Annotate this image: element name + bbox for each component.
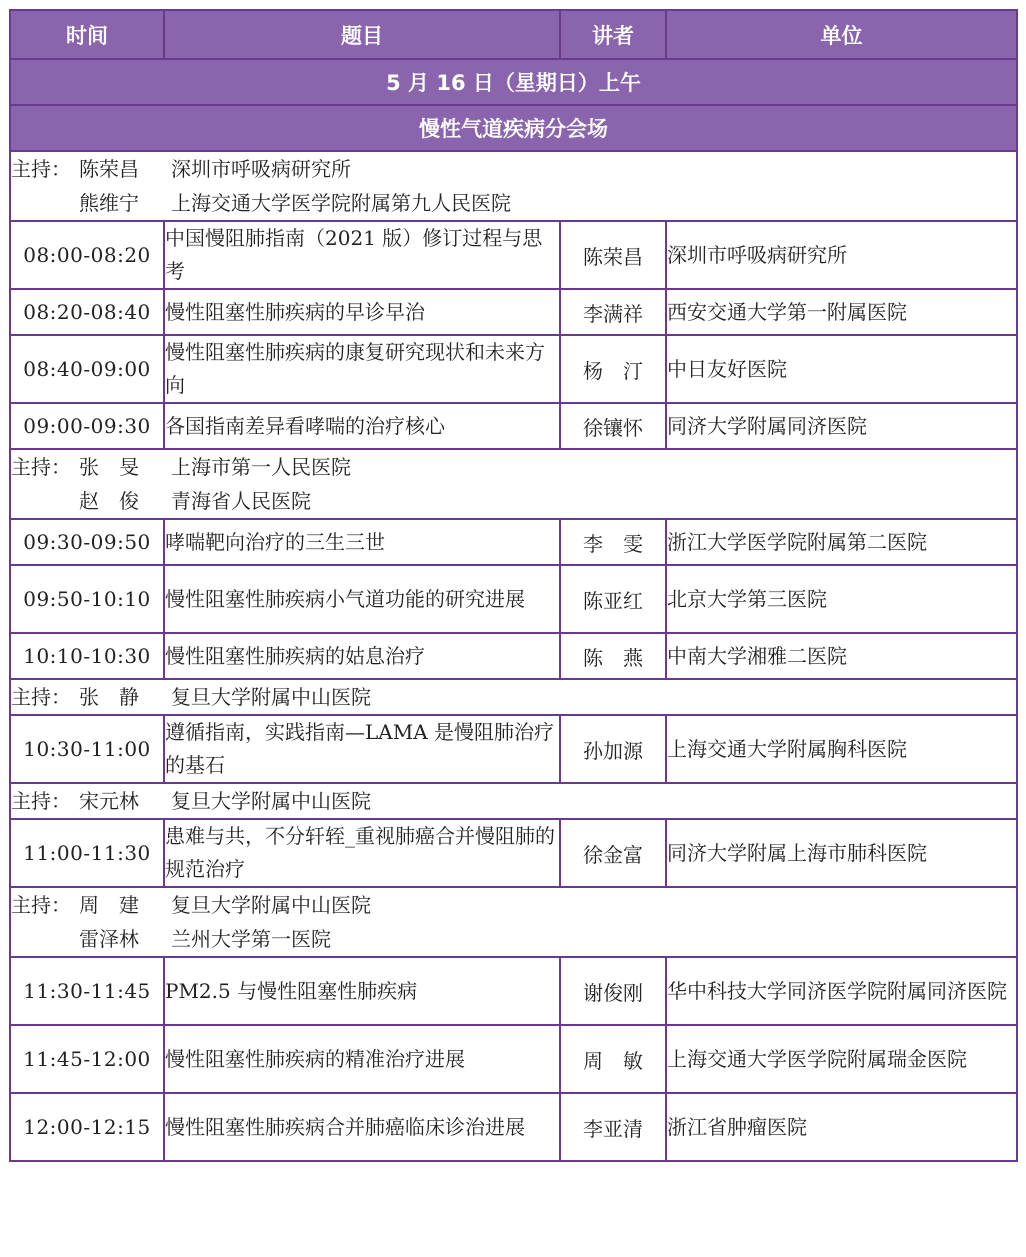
talk-row xyxy=(10,519,1017,565)
talk-topic: PM2.5 与慢性阻塞性肺疾病 xyxy=(164,957,560,1025)
talk-topic: 哮喘靶向治疗的三生三世 xyxy=(164,519,560,565)
header-row xyxy=(10,10,1017,59)
date-band-row xyxy=(10,59,1017,105)
host-unit: 复旦大学附属中山医院 xyxy=(171,685,371,709)
talk-time: 08:20-08:40 xyxy=(10,289,164,335)
host-unit: 青海省人民医院 xyxy=(171,489,311,513)
header-topic: 题目 xyxy=(164,10,560,59)
host-label: 主持： xyxy=(11,789,71,813)
host-name: 雷泽林 xyxy=(79,927,139,951)
host-unit: 上海交通大学医学院附属第九人民医院 xyxy=(171,191,511,215)
talk-time: 11:30-11:45 xyxy=(10,957,164,1025)
talk-row xyxy=(10,633,1017,679)
header-time: 时间 xyxy=(10,10,164,59)
host-line xyxy=(11,450,1016,484)
talk-speaker: 李 雯 xyxy=(560,519,666,565)
host-unit: 复旦大学附属中山医院 xyxy=(171,789,371,813)
talk-speaker: 孙加源 xyxy=(560,715,666,783)
talk-time: 12:00-12:15 xyxy=(10,1093,164,1161)
talk-unit: 深圳市呼吸病研究所 xyxy=(666,221,1017,289)
talk-topic: 遵循指南，实践指南—LAMA 是慢阻肺治疗的基石 xyxy=(164,715,560,783)
talk-unit: 同济大学附属上海市肺科医院 xyxy=(666,819,1017,887)
host-name: 周 建 xyxy=(79,893,139,917)
host-line xyxy=(11,152,1016,186)
host-row xyxy=(10,887,1017,957)
talk-time: 08:00-08:20 xyxy=(10,221,164,289)
talk-topic: 慢性阻塞性肺疾病的康复研究现状和未来方向 xyxy=(164,335,560,403)
host-label: 主持： xyxy=(11,455,71,479)
talk-speaker: 徐金富 xyxy=(560,819,666,887)
host-line xyxy=(11,484,1016,518)
talk-unit: 同济大学附属同济医院 xyxy=(666,403,1017,449)
talk-row xyxy=(10,819,1017,887)
host-name: 张 旻 xyxy=(79,455,139,479)
talk-time: 11:45-12:00 xyxy=(10,1025,164,1093)
talk-topic: 患难与共，不分轩轾_重视肺癌合并慢阻肺的规范治疗 xyxy=(164,819,560,887)
host-unit: 复旦大学附属中山医院 xyxy=(171,893,371,917)
talk-unit: 中南大学湘雅二医院 xyxy=(666,633,1017,679)
talk-row xyxy=(10,715,1017,783)
host-name: 陈荣昌 xyxy=(79,157,139,181)
host-row xyxy=(10,783,1017,819)
talk-row xyxy=(10,289,1017,335)
talk-time: 10:10-10:30 xyxy=(10,633,164,679)
host-row xyxy=(10,151,1017,221)
host-line xyxy=(11,186,1016,220)
host-label xyxy=(11,186,79,220)
talk-speaker: 李亚清 xyxy=(560,1093,666,1161)
talk-topic: 慢性阻塞性肺疾病的早诊早治 xyxy=(164,289,560,335)
host-unit: 上海市第一人民医院 xyxy=(171,455,351,479)
session-band: 慢性气道疾病分会场 xyxy=(10,105,1017,151)
host-cell xyxy=(10,449,1017,519)
host-label: 主持： xyxy=(11,157,71,181)
talk-row xyxy=(10,221,1017,289)
host-unit: 兰州大学第一医院 xyxy=(171,927,331,951)
host-label: 主持： xyxy=(11,685,71,709)
header-speaker: 讲者 xyxy=(560,10,666,59)
talk-topic: 中国慢阻肺指南（2021 版）修订过程与思考 xyxy=(164,221,560,289)
talk-speaker: 谢俊刚 xyxy=(560,957,666,1025)
talk-speaker: 周 敏 xyxy=(560,1025,666,1093)
host-cell xyxy=(10,151,1017,221)
talk-unit: 浙江省肿瘤医院 xyxy=(666,1093,1017,1161)
talk-speaker: 陈亚红 xyxy=(560,565,666,633)
host-name: 宋元林 xyxy=(79,789,139,813)
talk-topic: 慢性阻塞性肺疾病小气道功能的研究进展 xyxy=(164,565,560,633)
host-row xyxy=(10,679,1017,715)
host-line xyxy=(11,888,1016,922)
talk-time: 09:00-09:30 xyxy=(10,403,164,449)
host-line xyxy=(11,922,1016,956)
talk-topic: 慢性阻塞性肺疾病的姑息治疗 xyxy=(164,633,560,679)
talk-speaker: 陈 燕 xyxy=(560,633,666,679)
talk-topic: 慢性阻塞性肺疾病的精准治疗进展 xyxy=(164,1025,560,1093)
talk-row xyxy=(10,1093,1017,1161)
talk-row xyxy=(10,957,1017,1025)
host-line xyxy=(11,680,1016,714)
host-line xyxy=(11,784,1016,818)
session-band-row xyxy=(10,105,1017,151)
talk-unit: 西安交通大学第一附属医院 xyxy=(666,289,1017,335)
talk-unit: 浙江大学医学院附属第二医院 xyxy=(666,519,1017,565)
talk-speaker: 徐镶怀 xyxy=(560,403,666,449)
talk-unit: 北京大学第三医院 xyxy=(666,565,1017,633)
talk-topic: 各国指南差异看哮喘的治疗核心 xyxy=(164,403,560,449)
talk-time: 09:50-10:10 xyxy=(10,565,164,633)
host-name: 赵 俊 xyxy=(79,489,139,513)
talk-unit: 上海交通大学附属胸科医院 xyxy=(666,715,1017,783)
host-label xyxy=(11,922,79,956)
talk-time: 09:30-09:50 xyxy=(10,519,164,565)
talk-row xyxy=(10,335,1017,403)
host-cell xyxy=(10,679,1017,715)
host-label xyxy=(11,484,79,518)
talk-unit: 上海交通大学医学院附属瑞金医院 xyxy=(666,1025,1017,1093)
host-name: 张 静 xyxy=(79,685,139,709)
host-label: 主持： xyxy=(11,893,71,917)
talk-speaker: 杨 汀 xyxy=(560,335,666,403)
date-band: 5 月 16 日（星期日）上午 xyxy=(10,59,1017,105)
talk-row xyxy=(10,1025,1017,1093)
host-name: 熊维宁 xyxy=(79,191,139,215)
talk-time: 10:30-11:00 xyxy=(10,715,164,783)
host-unit: 深圳市呼吸病研究所 xyxy=(171,157,351,181)
talk-time: 11:00-11:30 xyxy=(10,819,164,887)
header-unit: 单位 xyxy=(666,10,1017,59)
talk-row xyxy=(10,565,1017,633)
talk-time: 08:40-09:00 xyxy=(10,335,164,403)
talk-unit: 华中科技大学同济医学院附属同济医院 xyxy=(666,957,1017,1025)
talk-speaker: 李满祥 xyxy=(560,289,666,335)
talk-row xyxy=(10,403,1017,449)
host-cell xyxy=(10,783,1017,819)
talk-unit: 中日友好医院 xyxy=(666,335,1017,403)
host-row xyxy=(10,449,1017,519)
talk-topic: 慢性阻塞性肺疾病合并肺癌临床诊治进展 xyxy=(164,1093,560,1161)
schedule-table xyxy=(9,9,1018,1162)
host-cell xyxy=(10,887,1017,957)
talk-speaker: 陈荣昌 xyxy=(560,221,666,289)
